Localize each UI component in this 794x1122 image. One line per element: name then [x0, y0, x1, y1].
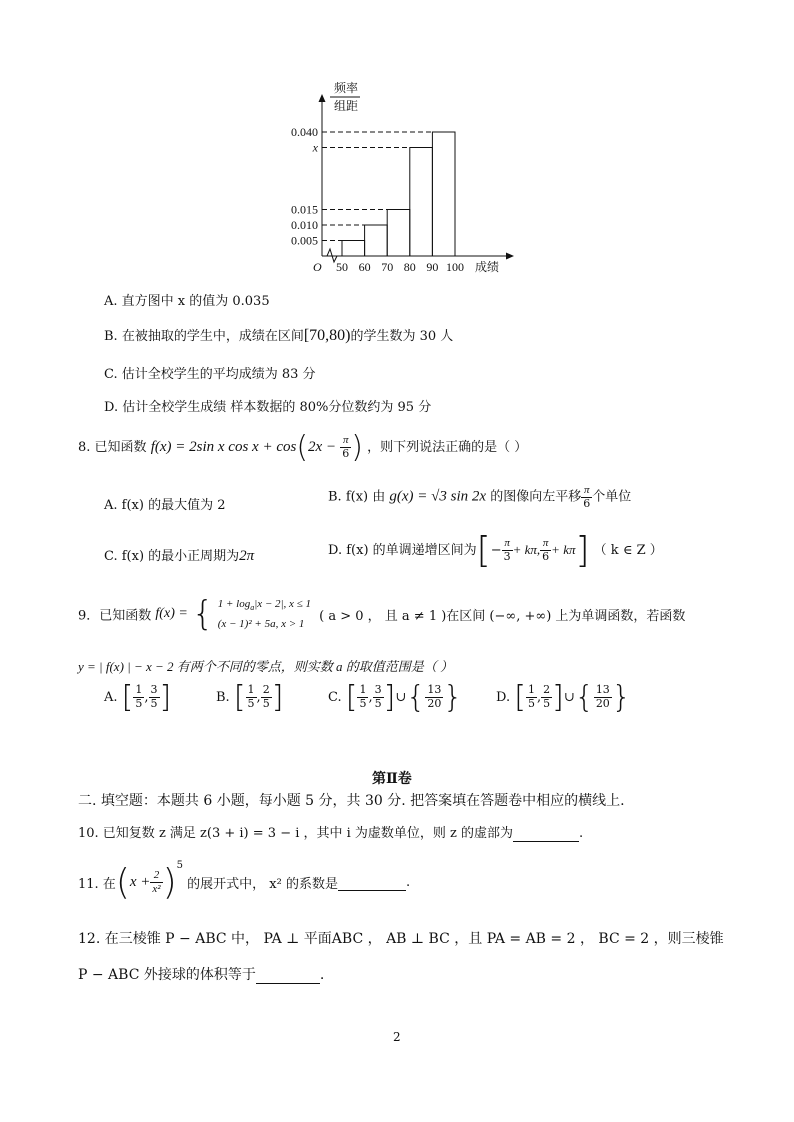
q8-pi-over-6 — [340, 434, 351, 460]
q8-arg: 2x − — [308, 439, 337, 455]
q10-answer-blank[interactable] — [513, 826, 579, 842]
q8-c-pre: C. f(x) 的最小正周期为 — [104, 549, 240, 564]
q9-c-rb: ] — [383, 680, 396, 715]
q9-d-lb: [ — [514, 680, 526, 715]
q8-d-rbrack: ] — [575, 530, 590, 571]
q9-c-f1 — [357, 684, 368, 710]
q7-option-d: D. 估计全校学生成绩 样本数据的 80%分位数约为 95 分 — [104, 400, 432, 415]
q9-case1-a: 1 + log — [217, 597, 251, 610]
q9-brace: { — [191, 594, 214, 634]
q11-num: 2 — [150, 869, 162, 883]
q8-b-mid: 的图像向左平移 — [490, 489, 582, 505]
q8-func: f(x) = 2sin x cos x + cos — [150, 439, 297, 455]
histogram — [282, 78, 522, 278]
q8-b-pre: B. f(x) 由 — [328, 489, 386, 505]
q11-mid: 的展开式中， x² 的系数是 — [187, 877, 338, 892]
x-tick-label: 80 — [403, 260, 416, 274]
q9-c-lbrace: { — [406, 680, 426, 715]
x-tick-label: 60 — [358, 260, 371, 274]
q9-stem — [78, 594, 685, 634]
q9-case2: (x − 1)² + 5a, x > 1 — [217, 617, 305, 630]
q8-d-minus: − — [490, 543, 502, 558]
q8-b-post: 个单位 — [592, 489, 632, 505]
q11-rparen: ) — [162, 862, 177, 903]
q8-d-frac1 — [502, 537, 513, 563]
q9-case1-sub: a — [250, 602, 255, 612]
x-axis-arrow — [506, 253, 514, 260]
q9-a-lb: [ — [121, 680, 134, 715]
q10-text: 10. 已知复数 z 满足 z(3 + i) = 3 − i ，其中 i 为虚数单位，则 z 的虚部为 — [78, 826, 514, 841]
q9-c-rbrace: } — [443, 680, 463, 715]
q12-post: . — [319, 967, 325, 983]
histogram-bar — [432, 132, 455, 256]
q7-option-c: C. 估计全校学生的平均成绩为 83 分 — [104, 367, 316, 382]
q9-d-lbrace: { — [574, 680, 594, 715]
q9-option-b: B. [ $\frac{1}{5}$ , $\frac{2}{5}$ ] — [216, 680, 284, 715]
q9-b-d1: 5 — [247, 697, 255, 710]
q9-b-f1 — [246, 684, 257, 710]
x-tick-label: 70 — [381, 260, 394, 274]
q9-a-n2: 3 — [150, 683, 158, 697]
q9-d-d2: 5 — [543, 697, 551, 710]
q9-case1 — [218, 595, 311, 615]
q9-cases — [218, 595, 311, 633]
q9-d-d1: 5 — [527, 697, 535, 710]
q9-a-label: A. — [104, 690, 118, 705]
q9-b-n1: 1 — [247, 683, 255, 697]
q8-b-frac — [581, 484, 592, 510]
q11-post: . — [405, 875, 411, 890]
q9-d-f1 — [526, 684, 537, 710]
q12-line1: 12. 在三棱锥 P − ABC 中， PA ⊥ 平面ABC ， AB ⊥ BC ，且 PA = AB = 2 ， BC = 2 ，则三棱锥 — [78, 931, 724, 947]
q9-c-f2 — [373, 684, 384, 710]
q9-option-d: D. [ $\frac{1}{5}$ , $\frac{2}{5}$ ]∪{ $\frac{13}{20}$ } — [496, 680, 631, 715]
q9-a-n1: 1 — [135, 683, 143, 697]
q12-line2-text: P − ABC 外接球的体积等于 — [78, 967, 256, 983]
q9-b-n2: 2 — [262, 683, 270, 697]
q8-six: 6 — [342, 447, 350, 460]
q11-pow: 5 — [176, 860, 183, 871]
q9-a-f2 — [149, 684, 160, 710]
q9-d-union: ∪ — [563, 690, 575, 705]
q12-line2 — [78, 964, 324, 984]
q8-stem-pre: 8. 已知函数 — [78, 440, 147, 455]
q9-c-d3: 20 — [427, 697, 442, 710]
histogram-bar — [342, 241, 365, 257]
x-tick-label: 50 — [336, 260, 348, 274]
q9-option-c: C. [ $\frac{1}{5}$ , $\frac{3}{5}$ ]∪{ $\frac{13}{20}$ } — [328, 680, 463, 715]
q8-option-a: A. f(x) 的最大值为 2 — [104, 498, 226, 513]
q9-a-d2: 5 — [150, 697, 158, 710]
ylabel-denominator: 组距 — [334, 99, 359, 113]
part-title: 第Ⅱ卷 — [372, 771, 412, 787]
y-tick-label: 0.015 — [291, 202, 318, 217]
q8-d-pi2: π — [540, 537, 551, 551]
q10-post: . — [579, 826, 584, 841]
q7-b-interval: [70,80) — [303, 327, 351, 344]
q8-b-six: 6 — [583, 496, 591, 510]
q9-a-d1: 5 — [135, 697, 143, 710]
q9-f-lhs: f(x) = — [155, 606, 188, 621]
q9-c-label: C. — [328, 690, 342, 705]
histogram-bar — [410, 148, 433, 257]
q8-d-six: 6 — [542, 550, 550, 563]
xlabel: 成绩 — [475, 260, 500, 274]
q9-d-n1: 1 — [527, 683, 535, 697]
q9-b-d2: 5 — [262, 697, 270, 710]
q8-option-c — [104, 545, 254, 565]
q11-den: x² — [152, 883, 161, 895]
page-number: 2 — [393, 1030, 401, 1044]
q9-d-rbrace: } — [611, 680, 631, 715]
q9-cond: ( a > 0 ， 且 a ≠ 1 )在区间 (−∞, +∞) 上为单调函数，若函数 — [319, 608, 686, 624]
x-tick-label: 100 — [446, 260, 464, 274]
q12-answer-blank[interactable] — [256, 967, 320, 984]
q8-d-lbrack: [ — [476, 530, 491, 571]
q9-d-d3: 20 — [595, 697, 610, 710]
q9-c-n3: 13 — [427, 683, 442, 697]
y-tick-label: x — [312, 140, 318, 155]
q7-b-pre: B. 在被抽取的学生中，成绩在区间 — [104, 329, 304, 344]
q9-c-d2: 5 — [374, 697, 382, 710]
q8-rparen: ) — [351, 430, 363, 465]
q8-d-three: 3 — [503, 550, 511, 563]
y-tick-label: 0.010 — [291, 218, 318, 232]
q8-b-pi: π — [581, 484, 592, 498]
q11 — [78, 862, 410, 903]
q11-pre: 11. 在 — [78, 877, 116, 892]
q8-c-val: 2π — [239, 548, 255, 564]
q9-b-lb: [ — [233, 680, 246, 715]
q11-answer-blank[interactable] — [338, 875, 406, 891]
q11-lparen: ( — [115, 862, 130, 903]
ylabel-numerator: 频率 — [334, 81, 359, 95]
q9-line2: y = | f(x) | − x − 2 有两个不同的零点，则实数 a 的取值范围是（ ） — [78, 659, 454, 674]
q11-frac — [150, 869, 162, 895]
y-tick-label: 0.005 — [291, 233, 318, 248]
axis-origin: O — [313, 260, 322, 274]
q9-a-f1 — [133, 684, 144, 710]
q9-c-n2: 3 — [374, 683, 382, 697]
q9-b-label: B. — [216, 690, 230, 705]
q8-d-frac2 — [540, 537, 551, 563]
q8-stem — [78, 430, 527, 465]
q8-pi: π — [340, 434, 351, 448]
q9-d-f2 — [541, 684, 552, 710]
q7-option-a: A. 直方图中 x 的值为 0.035 — [104, 294, 270, 309]
q8-stem-post: ，则下列说法正确的是（ ） — [367, 440, 528, 455]
q10 — [78, 822, 583, 842]
q7-b-post: 的学生数为 30 人 — [350, 329, 454, 344]
q9-d-label: D. — [496, 690, 511, 705]
q9-c-lb: [ — [345, 680, 358, 715]
q9-b-rb: ] — [271, 680, 284, 715]
q9-d-rb: ] — [552, 680, 564, 715]
y-tick-label: 0.040 — [291, 125, 318, 139]
q9-option-a: A. [ $\frac{1}{5}$ , $\frac{3}{5}$ ] — [104, 680, 172, 715]
q8-option-b — [328, 484, 631, 510]
q8-b-g: g(x) = √3 sin 2x — [389, 488, 487, 505]
q8-d-post: （ k ∈ Z ） — [593, 543, 663, 558]
part-instructions: 二. 填空题：本题共 6 小题，每小题 5 分，共 30 分. 把答案填在答题卷中相应的横线上. — [78, 793, 625, 809]
q8-d-kpi2: + kπ — [551, 542, 576, 557]
q9-c-union: ∪ — [395, 690, 407, 705]
histogram-bar — [387, 210, 410, 257]
q11-x: x + — [129, 874, 151, 890]
q9-b-f2 — [261, 684, 272, 710]
q8-d-kpi1: + kπ, — [512, 542, 541, 557]
q9-d-n3: 13 — [595, 683, 610, 697]
q9-d-f3 — [594, 684, 612, 710]
q8-lparen: ( — [296, 430, 309, 465]
q9-a-rb: ] — [159, 680, 172, 715]
q8-d-pi1: π — [502, 537, 513, 551]
q7-option-b — [104, 325, 453, 345]
x-tick-label: 90 — [426, 260, 439, 274]
q8-d-pre: D. f(x) 的单调递增区间为 — [328, 543, 477, 558]
y-axis-arrow — [319, 94, 326, 102]
q9-c-f3 — [425, 684, 443, 710]
q9-d-n2: 2 — [543, 683, 551, 697]
q8-option-d — [328, 530, 663, 571]
q9-c-d1: 5 — [359, 697, 367, 710]
q9-c-n1: 1 — [359, 683, 367, 697]
histogram-bar — [365, 225, 388, 256]
q9-stem-pre: 9．已知函数 — [78, 608, 152, 624]
q9-case1-b: |x − 2|, x ≤ 1 — [254, 597, 311, 610]
